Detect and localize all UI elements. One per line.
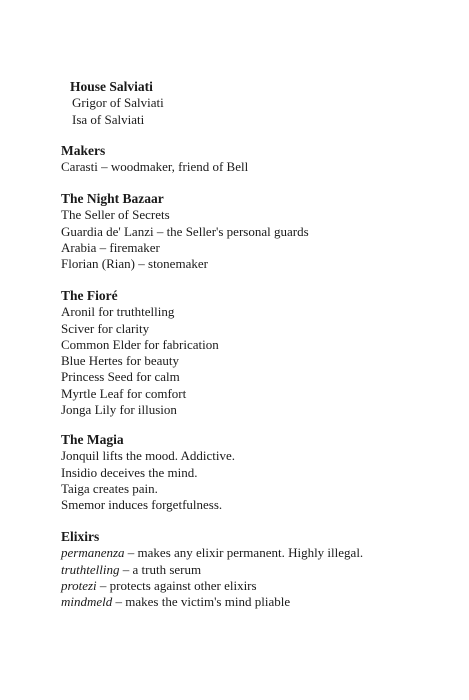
section-night-bazaar (61, 191, 451, 272)
elixir-entry (61, 578, 451, 594)
elixir-description: – makes any elixir permanent. Highly illegal. (124, 545, 364, 561)
list-item: Myrtle Leaf for comfort (61, 385, 187, 401)
list-item: Common Elder for fabrication (61, 336, 219, 352)
list-item: Carasti – woodmaker, friend of Bell (61, 159, 249, 175)
section-makers (61, 143, 451, 176)
list-item: Arabia – firemaker (61, 239, 160, 255)
list-item: Jonquil lifts the mood. Addictive. (61, 448, 236, 464)
list-item: Smemor induces forgetfulness. (61, 497, 223, 513)
list-item: Isa of Salviati (72, 111, 145, 127)
list-item: The Seller of Secrets (61, 207, 170, 223)
elixir-entry (61, 562, 451, 578)
list-item: Insidio deceives the mind. (61, 464, 198, 480)
list-item: Princess Seed for calm (61, 369, 180, 385)
elixir-description: – makes the victim's mind pliable (112, 594, 291, 610)
list-item: Florian (Rian) – stonemaker (61, 256, 208, 272)
section-heading: House Salviati (70, 79, 153, 94)
list-item: Grigor of Salviati (72, 95, 164, 111)
list-item: Aronil for truthtelling (61, 304, 175, 320)
elixir-term: protezi (61, 577, 97, 593)
elixir-term: permanenza (61, 545, 125, 561)
list-item: Blue Hertes for beauty (61, 353, 180, 369)
elixir-description: – protects against other elixirs (96, 577, 257, 593)
elixir-entry (61, 545, 451, 561)
section-magia (61, 432, 451, 513)
elixir-term: mindmeld (61, 594, 113, 610)
section-heading: The Magia (61, 432, 124, 447)
elixir-term: truthtelling (61, 561, 120, 577)
section-heading: The Night Bazaar (61, 191, 164, 206)
list-item: Jonga Lily for illusion (61, 402, 177, 418)
section-elixirs (61, 529, 451, 610)
section-heading: The Fioré (61, 288, 118, 303)
section-fiore (61, 288, 451, 418)
list-item: Taiga creates pain. (61, 480, 158, 496)
list-item: Sciver for clarity (61, 320, 150, 336)
section-heading: Elixirs (61, 529, 100, 544)
section-heading: Makers (61, 143, 106, 158)
section-house-salviati (70, 79, 460, 128)
elixir-entry (61, 594, 451, 610)
list-item: Guardia de' Lanzi – the Seller's personal guards (61, 223, 309, 239)
elixir-description: – a truth serum (119, 561, 202, 577)
